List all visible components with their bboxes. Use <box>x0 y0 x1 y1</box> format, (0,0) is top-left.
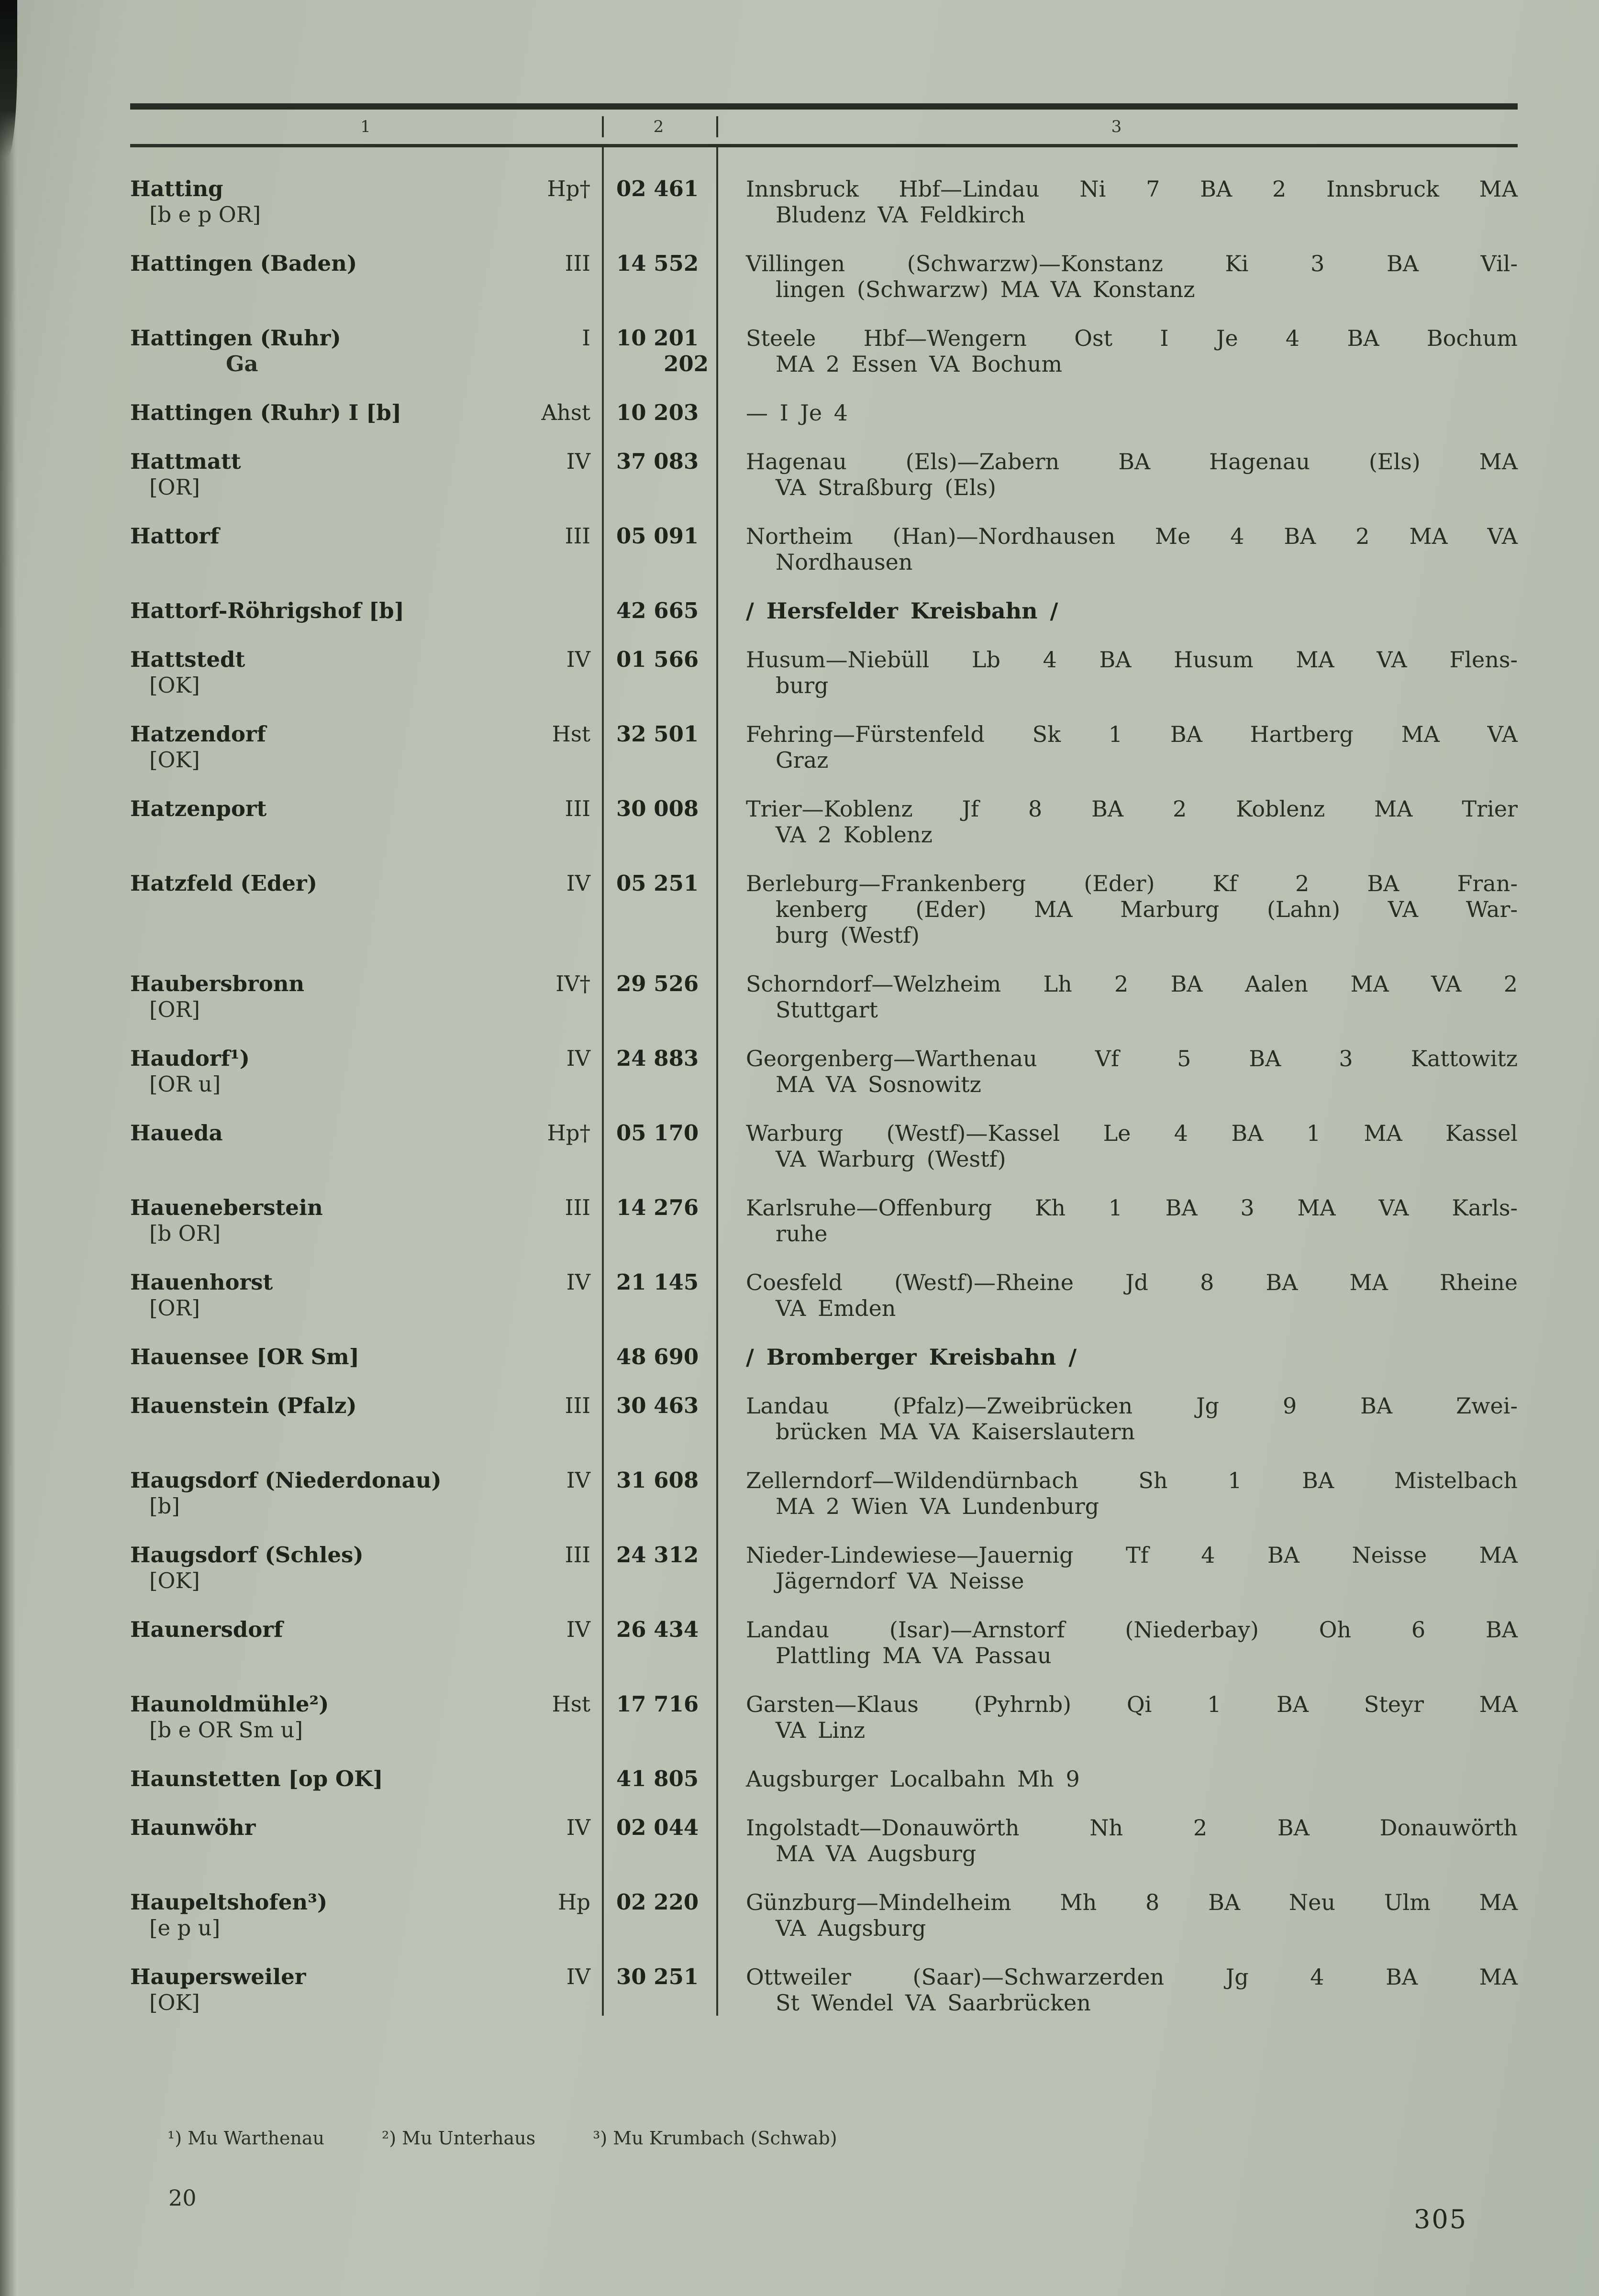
station-name <box>130 176 499 228</box>
num-line: 24 883 <box>616 1046 699 1071</box>
desc-line: Schorndorf—Welzheim Lh 2 BA Aalen MA VA 2 <box>746 971 1518 997</box>
desc-line: Coesfeld (Westf)—Rheine Jd 8 BA MA Rheine <box>746 1269 1518 1295</box>
num-line: 05 091 <box>616 523 699 549</box>
desc-line: Augsburger Localbahn Mh 9 <box>746 1766 1080 1792</box>
desc-line: burg <box>776 673 829 698</box>
page-number-right: 305 <box>1414 2204 1468 2234</box>
station-class <box>499 1344 602 1370</box>
name-line: [b e OR Sm u] <box>149 1717 303 1743</box>
name-line: [OR] <box>149 1295 200 1321</box>
table-top-rule <box>130 103 1518 110</box>
name-line: Hattstedt <box>130 647 245 672</box>
station-entry-row <box>130 449 1518 500</box>
num-line: 31 608 <box>616 1468 699 1493</box>
station-class: IV <box>566 647 590 672</box>
scan-edge-shadow <box>0 0 16 2296</box>
station-route <box>716 1766 1518 1792</box>
station-route <box>716 1269 1518 1321</box>
station-number <box>602 1542 716 1594</box>
name-line: [OK] <box>149 1568 200 1593</box>
station-entry-row <box>130 400 1518 426</box>
desc-line: Ottweiler (Saar)—Schwarzerden Jg 4 BA MA <box>746 1964 1518 1990</box>
name-line: [OK] <box>149 673 200 698</box>
name-line: Hauenhorst <box>130 1269 273 1295</box>
station-entry-row <box>130 1815 1518 1866</box>
desc-line: MA VA Sosnowitz <box>776 1071 981 1097</box>
station-number <box>602 647 716 698</box>
station-class: IV <box>566 871 590 896</box>
num-line: 30 251 <box>616 1964 699 1989</box>
footnote-3: ³) Mu Krumbach (Schwab) <box>593 2128 837 2149</box>
name-line: [OR] <box>149 997 200 1022</box>
num-line: 42 665 <box>616 598 699 623</box>
station-route <box>716 449 1518 500</box>
name-line: Hattorf-Röhrigshof [b] <box>130 598 404 623</box>
station-entry-row <box>130 176 1518 228</box>
desc-line: burg (Westf) <box>776 922 920 948</box>
station-number <box>602 721 716 773</box>
station-route <box>716 1617 1518 1668</box>
footnotes <box>167 2128 837 2149</box>
desc-line: Trier—Koblenz Jf 8 BA 2 Koblenz MA Trier <box>746 796 1518 822</box>
station-number <box>602 598 716 624</box>
station-name <box>130 971 499 1023</box>
station-entry-row <box>130 1046 1518 1097</box>
station-number <box>602 1468 716 1519</box>
name-line: Haupersweiler <box>130 1964 306 1989</box>
desc-line: VA Augsburg <box>776 1915 926 1941</box>
num-line: 41 805 <box>616 1766 699 1791</box>
desc-line: MA VA Augsburg <box>776 1841 977 1866</box>
column-divider <box>602 147 604 2016</box>
station-route <box>716 400 1518 426</box>
desc-line: brücken MA VA Kaiserslautern <box>776 1419 1135 1445</box>
desc-line: VA Warburg (Westf) <box>776 1146 1006 1172</box>
station-name <box>130 647 499 698</box>
station-name <box>130 449 499 500</box>
station-entry-row <box>130 1964 1518 2016</box>
station-entry-row <box>130 251 1518 302</box>
station-entry-row <box>130 598 1518 624</box>
desc-line: Bludenz VA Feldkirch <box>776 202 1025 228</box>
name-line: Hatzfeld (Eder) <box>130 871 317 896</box>
station-class <box>499 1766 602 1792</box>
station-number <box>602 1120 716 1172</box>
station-entry-row <box>130 1344 1518 1370</box>
desc-line: Jägerndorf VA Neisse <box>776 1568 1024 1594</box>
name-line: Hattorf <box>130 523 220 549</box>
station-route <box>716 1468 1518 1519</box>
station-route <box>716 796 1518 848</box>
station-name <box>130 1046 499 1097</box>
station-number <box>602 1691 716 1743</box>
num-line: 21 145 <box>616 1269 699 1295</box>
station-number <box>602 796 716 848</box>
station-entry-row <box>130 1889 1518 1941</box>
num-line: 202 <box>664 351 709 376</box>
name-line: [OR u] <box>149 1071 221 1097</box>
desc-line: Villingen (Schwarzw)—Konstanz Ki 3 BA Vil- <box>746 251 1518 276</box>
name-line: Haueneberstein <box>130 1195 323 1220</box>
desc-line: VA Straßburg (Els) <box>776 475 996 500</box>
station-number <box>602 325 716 377</box>
name-line: Hatzenport <box>130 796 267 821</box>
station-class: IV <box>566 1617 590 1642</box>
desc-line: / Hersfelder Kreisbahn / <box>746 598 1058 624</box>
station-name <box>130 721 499 773</box>
name-line: Hatting <box>130 176 223 201</box>
station-number <box>602 1889 716 1941</box>
station-name <box>130 325 499 377</box>
station-class: III <box>565 1195 590 1220</box>
name-line: Haudorf¹) <box>130 1046 250 1071</box>
desc-line: Northeim (Han)—Nordhausen Me 4 BA 2 MA VA <box>746 523 1518 549</box>
station-number <box>602 449 716 500</box>
desc-line: MA 2 Essen VA Bochum <box>776 351 1063 377</box>
column-header-3: 3 <box>1111 117 1123 136</box>
name-line: Haugsdorf (Schles) <box>130 1542 364 1567</box>
station-name <box>130 400 499 426</box>
desc-line: VA 2 Koblenz <box>776 822 933 848</box>
station-class: Hst <box>552 721 590 747</box>
num-line: 24 312 <box>616 1542 699 1567</box>
desc-line: Nieder-Lindewiese—Jauernig Tf 4 BA Neisse MA <box>746 1542 1518 1568</box>
desc-line: Innsbruck Hbf—Lindau Ni 7 BA 2 Innsbruck MA <box>746 176 1518 202</box>
station-route <box>716 1691 1518 1743</box>
station-entry-row <box>130 1468 1518 1519</box>
name-line: Hauensee [OR Sm] <box>130 1344 359 1369</box>
table-header-row <box>130 110 1518 144</box>
header-column-divider <box>716 116 718 137</box>
desc-line: Nordhausen <box>776 549 913 575</box>
name-line: Hattmatt <box>130 449 241 474</box>
column-header-1: 1 <box>360 117 372 136</box>
station-table-body <box>130 147 1518 2016</box>
name-line: Hauenstein (Pfalz) <box>130 1393 357 1418</box>
station-number <box>602 1393 716 1445</box>
name-line: [OR] <box>149 475 200 500</box>
desc-line: / Bromberger Kreisbahn / <box>746 1344 1077 1370</box>
station-number <box>602 1195 716 1247</box>
station-entry-row <box>130 721 1518 773</box>
station-name <box>130 1889 499 1941</box>
station-route <box>716 971 1518 1023</box>
desc-line: — I Je 4 <box>746 400 848 426</box>
name-line: [b OR] <box>149 1221 221 1246</box>
station-name <box>130 1542 499 1594</box>
station-number <box>602 1766 716 1792</box>
name-line: Hattingen (Baden) <box>130 251 357 276</box>
station-entry-row <box>130 1691 1518 1743</box>
name-line: Haupeltshofen³) <box>130 1889 328 1915</box>
num-line: 02 044 <box>616 1815 699 1840</box>
desc-line: Ingolstadt—Donauwörth Nh 2 BA Donauwörth <box>746 1815 1518 1841</box>
num-line: 30 463 <box>616 1393 699 1418</box>
name-line: Haunersdorf <box>130 1617 283 1642</box>
station-entry-row <box>130 325 1518 377</box>
name-line: Haunwöhr <box>130 1815 256 1840</box>
desc-line: Stuttgart <box>776 997 878 1023</box>
num-line: 32 501 <box>616 721 699 747</box>
footnote-2: ²) Mu Unterhaus <box>382 2128 536 2149</box>
station-class: Hst <box>552 1691 590 1717</box>
station-class <box>499 598 602 624</box>
station-class: III <box>565 796 590 821</box>
station-route <box>716 721 1518 773</box>
desc-line: Graz <box>776 747 829 773</box>
station-name <box>130 796 499 848</box>
station-name <box>130 523 499 575</box>
name-line: [OK] <box>149 1990 200 2015</box>
station-route <box>716 1542 1518 1594</box>
desc-line: MA 2 Wien VA Lundenburg <box>776 1493 1099 1519</box>
station-entry-row <box>130 871 1518 948</box>
desc-line: Steele Hbf—Wengern Ost I Je 4 BA Bochum <box>746 325 1518 351</box>
station-name <box>130 1344 499 1370</box>
station-route <box>716 1889 1518 1941</box>
station-class: IV <box>566 1815 590 1840</box>
station-class: Hp† <box>547 176 590 201</box>
station-entry-row <box>130 1542 1518 1594</box>
station-class: III <box>565 1542 590 1567</box>
desc-line: lingen (Schwarzw) MA VA Konstanz <box>776 276 1195 302</box>
num-line: 05 251 <box>616 871 699 896</box>
num-line: 02 461 <box>616 176 699 201</box>
station-entry-row <box>130 1617 1518 1668</box>
station-class: IV† <box>555 971 590 996</box>
num-line: 02 220 <box>616 1889 699 1915</box>
station-number <box>602 251 716 302</box>
desc-line: Landau (Isar)—Arnstorf (Niederbay) Oh 6 BA <box>746 1617 1518 1643</box>
station-entry-row <box>130 647 1518 698</box>
station-name <box>130 251 499 302</box>
station-name <box>130 1195 499 1247</box>
station-class: IV <box>566 1468 590 1493</box>
num-line: 17 716 <box>616 1691 699 1717</box>
station-class: IV <box>566 1269 590 1295</box>
num-line: 14 552 <box>616 251 699 276</box>
name-line: Hattingen (Ruhr) I [b] <box>130 400 402 425</box>
station-class: IV <box>566 1964 590 1989</box>
num-line: 29 526 <box>616 971 699 996</box>
station-route <box>716 598 1518 624</box>
station-class: Hp† <box>547 1120 590 1146</box>
station-route <box>716 1815 1518 1866</box>
station-name <box>130 871 499 948</box>
station-route <box>716 176 1518 228</box>
station-class: Hp <box>557 1889 590 1915</box>
table-header-rule <box>130 144 1518 147</box>
desc-line: Plattling MA VA Passau <box>776 1643 1052 1668</box>
num-line: 48 690 <box>616 1344 699 1369</box>
station-route <box>716 1195 1518 1247</box>
station-route <box>716 871 1518 948</box>
station-class: III <box>565 251 590 276</box>
station-entry-row <box>130 523 1518 575</box>
station-number <box>602 871 716 948</box>
station-name <box>130 1691 499 1743</box>
column-divider <box>716 147 718 2016</box>
station-number <box>602 1269 716 1321</box>
station-number <box>602 1815 716 1866</box>
desc-line: Garsten—Klaus (Pyhrnb) Qi 1 BA Steyr MA <box>746 1691 1518 1717</box>
num-line: 14 276 <box>616 1195 699 1220</box>
station-entry-row <box>130 1120 1518 1172</box>
desc-line: ruhe <box>776 1221 828 1247</box>
desc-line: Günzburg—Mindelheim Mh 8 BA Neu Ulm MA <box>746 1889 1518 1915</box>
station-entry-row <box>130 1195 1518 1247</box>
desc-line: Husum—Niebüll Lb 4 BA Husum MA VA Flens- <box>746 647 1518 673</box>
station-directory-table <box>130 103 1518 2039</box>
desc-line: Berleburg—Frankenberg (Eder) Kf 2 BA Fran- <box>746 871 1518 896</box>
desc-line: VA Emden <box>776 1295 896 1321</box>
station-route <box>716 1046 1518 1097</box>
station-route <box>716 251 1518 302</box>
page-number-left: 20 <box>168 2185 197 2211</box>
station-number <box>602 523 716 575</box>
station-route <box>716 1393 1518 1445</box>
num-line: 05 170 <box>616 1120 699 1146</box>
station-number <box>602 971 716 1023</box>
name-line: Haubersbronn <box>130 971 305 996</box>
station-name <box>130 1120 499 1172</box>
desc-line: VA Linz <box>776 1717 866 1743</box>
station-name <box>130 1964 499 2016</box>
station-entry-row <box>130 1269 1518 1321</box>
station-entry-row <box>130 1393 1518 1445</box>
station-name <box>130 1766 499 1792</box>
desc-line: St Wendel VA Saarbrücken <box>776 1990 1091 2016</box>
num-line: 01 566 <box>616 647 699 672</box>
station-number <box>602 1617 716 1668</box>
station-name <box>130 1393 499 1445</box>
desc-line: Hagenau (Els)—Zabern BA Hagenau (Els) MA <box>746 449 1518 475</box>
num-line: 30 008 <box>616 796 699 821</box>
station-number <box>602 1964 716 2016</box>
station-route <box>716 647 1518 698</box>
station-number <box>602 400 716 426</box>
column-header-2: 2 <box>653 117 665 136</box>
station-class: IV <box>566 449 590 474</box>
station-route <box>716 1344 1518 1370</box>
station-route <box>716 325 1518 377</box>
name-line: [b e p OR] <box>149 202 261 227</box>
desc-line: kenberg (Eder) MA Marburg (Lahn) VA War- <box>776 896 1518 922</box>
footnote-1: ¹) Mu Warthenau <box>167 2128 325 2149</box>
station-number <box>602 1046 716 1097</box>
station-class: Ahst <box>541 400 590 425</box>
name-line: Hattingen (Ruhr) <box>130 325 341 351</box>
name-line: Hatzendorf <box>130 721 266 747</box>
num-line: 37 083 <box>616 449 699 474</box>
station-name <box>130 1617 499 1668</box>
name-line: [b] <box>149 1493 180 1519</box>
station-entry-row <box>130 796 1518 848</box>
name-line: Haugsdorf (Niederdonau) <box>130 1468 442 1493</box>
desc-line: Fehring—Fürstenfeld Sk 1 BA Hartberg MA VA <box>746 721 1518 747</box>
name-line: [OK] <box>149 747 200 773</box>
name-line: Haueda <box>130 1120 223 1146</box>
desc-line: Zellerndorf—Wildendürnbach Sh 1 BA Mistelbach <box>746 1468 1518 1493</box>
desc-line: Landau (Pfalz)—Zweibrücken Jg 9 BA Zwei- <box>746 1393 1518 1419</box>
station-name <box>130 1468 499 1519</box>
station-route <box>716 1964 1518 2016</box>
station-name <box>130 1815 499 1866</box>
station-class: I <box>582 325 590 351</box>
station-route <box>716 523 1518 575</box>
num-line: 26 434 <box>616 1617 699 1642</box>
station-number <box>602 1344 716 1370</box>
name-line: Ga <box>226 351 258 376</box>
desc-line: Warburg (Westf)—Kassel Le 4 BA 1 MA Kassel <box>746 1120 1518 1146</box>
name-line: Haunstetten [op OK] <box>130 1766 383 1791</box>
header-column-divider <box>602 116 604 137</box>
name-line: Haunoldmühle²) <box>130 1691 329 1717</box>
station-number <box>602 176 716 228</box>
desc-line: Georgenberg—Warthenau Vf 5 BA 3 Kattowitz <box>746 1046 1518 1071</box>
desc-line: Karlsruhe—Offenburg Kh 1 BA 3 MA VA Karls- <box>746 1195 1518 1221</box>
station-name <box>130 1269 499 1321</box>
station-class: III <box>565 1393 590 1418</box>
name-line: [e p u] <box>149 1915 221 1941</box>
num-line: 10 201 <box>616 325 699 351</box>
station-name <box>130 598 499 624</box>
station-class: IV <box>566 1046 590 1071</box>
station-entry-row <box>130 1766 1518 1792</box>
station-entry-row <box>130 971 1518 1023</box>
num-line: 10 203 <box>616 400 699 425</box>
station-route <box>716 1120 1518 1172</box>
station-class: III <box>565 523 590 549</box>
